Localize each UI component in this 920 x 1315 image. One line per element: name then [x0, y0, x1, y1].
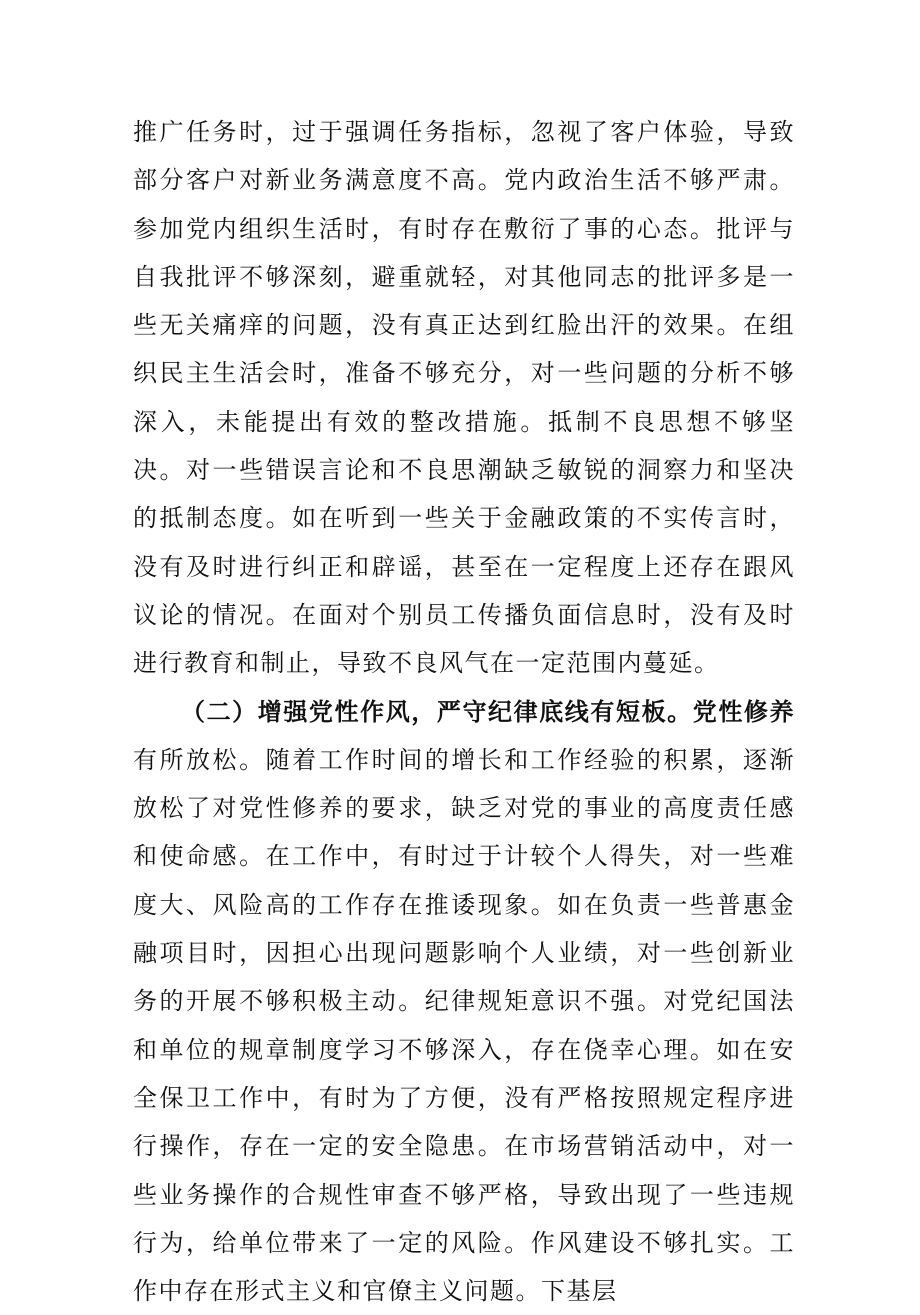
paragraph-2	[133, 688, 795, 1315]
paragraph-1: 推广任务时，过于强调任务指标，忽视了客户体验，导致部分客户对新业务满意度不高。党内政治生活不够严肃。参加党内组织生活时，有时存在敷衍了事的心态。批评与自我批评不够深刻，避重就轻，对其他同志的批评多是一些无关痛痒的问题，没有真正达到红脸出汗的效果。在组织民主生活会时，准备不够充分，对一些问题的分析不够深入，未能提出有效的整改措施。抵制不良思想不够坚决。对一些错误言论和不良思潮缺乏敏锐的洞察力和坚决的抵制态度。如在听到一些关于金融政策的不实传言时，没有及时进行纠正和辟谣，甚至在一定程度上还存在跟风议论的情况。在面对个别员工传播负面信息时，没有及时进行教育和制止，导致不良风气在一定范围内蔓延。	[133, 118, 795, 678]
section-heading: （二）增强党性作风，严守纪律底线有短板。党性修养	[181, 696, 795, 726]
paragraph-2-text: 有所放松。随着工作时间的增长和工作经验的积累，逐渐放松了对党性修养的要求，缺乏对党的事业的高度责任感和使命感。在工作中，有时过于计较个人得失，对一些难度大、风险高的工作存在推诿现象。如在负责一些普惠金融项目时，因担心出现问题影响个人业绩，对一些创新业务的开展不够积极主动。纪律规矩意识不强。对党纪国法和单位的规章制度学习不够深入，存在侥幸心理。如在安全保卫工作中，有时为了方便，没有严格按照规定程序进行操作，存在一定的安全隐患。在市场营销活动中，对一些业务操作的合规性审查不够严格，导致出现了一些违规行为，给单位带来了一定的风险。作风建设不够扎实。工作中存在形式主义和官僚主义问题。下基层	[133, 745, 795, 1306]
document-body	[133, 108, 795, 1315]
